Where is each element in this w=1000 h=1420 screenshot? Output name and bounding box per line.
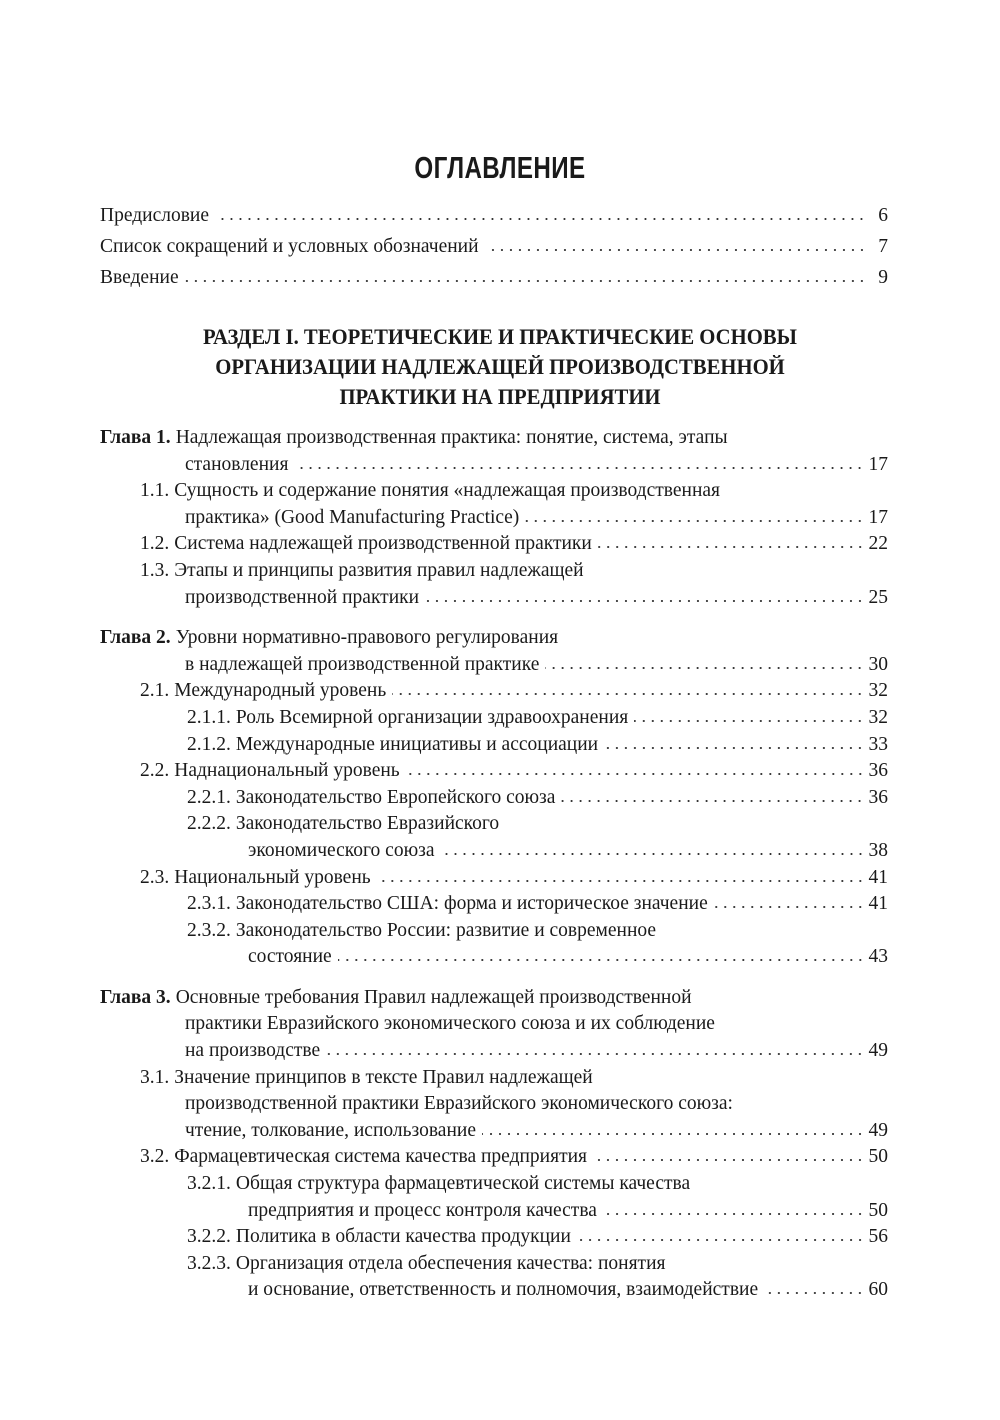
entry-label: Глава 2. [100, 627, 171, 649]
dot-leader [561, 797, 864, 803]
dot-leader [525, 517, 864, 523]
page-number: 22 [868, 533, 888, 555]
toc-entry-subsection[interactable] [0, 918, 1000, 971]
dot-leader [294, 464, 864, 470]
toc-entry[interactable] [100, 231, 888, 262]
page-number: 32 [868, 680, 888, 702]
entry-label: 2.2. [140, 760, 170, 782]
toc-entry-subsection[interactable] [0, 732, 1000, 759]
entry-title: практика» (Good Manufacturing Practice) [185, 506, 520, 528]
dot-leader [185, 277, 866, 283]
entry-title: практики Евразийского экономического союза и их соблюдение [185, 1013, 715, 1035]
dot-leader [603, 1210, 865, 1216]
entry-line [0, 425, 1000, 452]
entry-title: становления [185, 453, 289, 475]
entry-label: 3.2.1. [187, 1173, 231, 1195]
toc-entry-subsection[interactable] [0, 1224, 1000, 1251]
entry-label: Глава 1. [100, 427, 171, 448]
section-heading-line: РАЗДЕЛ I. ТЕОРЕТИЧЕСКИЕ И ПРАКТИЧЕСКИЕ ОСНОВЫ [203, 324, 797, 349]
entry-title: состояние [248, 946, 332, 968]
entry-line [0, 944, 1000, 971]
page-title: ОГЛАВЛЕНИЕ [414, 150, 586, 185]
entry-line [0, 985, 1000, 1012]
page-number: 7 [878, 236, 888, 257]
dot-leader [485, 246, 866, 252]
toc-entry-section[interactable] [0, 678, 1000, 705]
entry-title: Международные инициативы и ассоциации [235, 733, 599, 755]
entry-title: Введение [100, 267, 179, 288]
entry-line [0, 865, 1000, 892]
toc-entry-chapter[interactable] [0, 625, 1000, 678]
entry-label: 1.1. [140, 480, 170, 502]
toc-entry-chapter[interactable] [0, 425, 1000, 478]
entry-title: Национальный уровень [174, 866, 371, 888]
front-matter-list [100, 200, 888, 293]
entry-line [0, 1038, 1000, 1065]
entry-title: экономического союза [248, 839, 435, 861]
page-number: 6 [878, 205, 888, 226]
entry-label: 2.3.2. [187, 919, 231, 941]
entry-line [0, 652, 1000, 679]
dot-leader [482, 1130, 865, 1136]
entry-title: предприятия и процесс контроля качества [248, 1199, 597, 1221]
section-heading-line: ОРГАНИЗАЦИИ НАДЛЕЖАЩЕЙ ПРОИЗВОДСТВЕННОЙ [215, 354, 785, 379]
entry-title: в надлежащей производственной практике [185, 653, 540, 675]
entry-label: 1.2. [140, 533, 170, 555]
dot-leader [764, 1289, 864, 1295]
entry-title: Законодательство Европейского союза [235, 786, 556, 808]
entry-line [0, 1011, 1000, 1038]
entry-line [0, 811, 1000, 838]
entry-label: Глава 3. [100, 986, 171, 1008]
entry-line [0, 1065, 1000, 1092]
dot-leader [377, 877, 865, 883]
toc-entry[interactable] [100, 262, 888, 293]
entry-label: 3.1. [140, 1066, 170, 1088]
toc-entry-section[interactable] [0, 558, 1000, 611]
dot-leader [338, 956, 865, 962]
section-heading [0, 322, 1000, 412]
page-number: 41 [868, 866, 888, 888]
dot-leader [593, 1156, 864, 1162]
toc-entry-chapter[interactable] [0, 985, 1000, 1065]
entry-title: Основные требования Правил надлежащей производственной [175, 986, 692, 1008]
entry-label: 2.1. [140, 680, 170, 702]
page-number: 60 [868, 1279, 888, 1301]
table-of-contents [0, 425, 1000, 1304]
page-number: 49 [868, 1119, 888, 1141]
toc-entry-section[interactable] [0, 531, 1000, 558]
page-number: 30 [868, 653, 888, 675]
entry-line [0, 585, 1000, 612]
toc-entry-section[interactable] [0, 1065, 1000, 1145]
entry-label: 2.2.2. [187, 813, 231, 835]
entry-title: Наднациональный уровень [174, 760, 400, 782]
entry-label: 2.3. [140, 866, 170, 888]
entry-line [0, 558, 1000, 585]
page-number: 38 [868, 839, 888, 861]
toc-entry-section[interactable] [0, 865, 1000, 892]
page-number: 50 [868, 1146, 888, 1168]
entry-title: Сущность и содержание понятия «надлежащая производственная [174, 480, 721, 502]
entry-line [0, 1277, 1000, 1304]
page-number: 36 [868, 760, 888, 782]
entry-line [0, 838, 1000, 865]
entry-line [0, 1251, 1000, 1278]
entry-line [0, 625, 1000, 652]
dot-leader [425, 597, 864, 603]
entry-line [0, 452, 1000, 479]
dot-leader [634, 717, 864, 723]
page-number: 25 [868, 586, 888, 608]
toc-entry-section[interactable] [0, 478, 1000, 531]
entry-title: Законодательство Евразийского [235, 813, 500, 835]
entry-title: Международный уровень [174, 680, 387, 702]
entry-title: Роль Всемирной организации здравоохранения [235, 706, 629, 728]
entry-label: 3.2.2. [187, 1226, 231, 1248]
entry-title: Организация отдела обеспечения качества: понятия [235, 1252, 666, 1274]
entry-line [0, 1224, 1000, 1251]
dot-leader [215, 215, 866, 221]
entry-title: Значение принципов в тексте Правил надлежащей [174, 1066, 593, 1088]
toc-entry-subsection[interactable] [0, 705, 1000, 732]
entry-title: Законодательство США: форма и историческое значение [235, 893, 708, 915]
toc-entry-section[interactable] [0, 758, 1000, 785]
page-number: 43 [868, 946, 888, 968]
entry-title: Уровни нормативно-правового регулирования [175, 627, 559, 649]
dot-leader [392, 690, 864, 696]
entry-title: производственной практики Евразийского экономического союза: [185, 1093, 733, 1115]
dot-leader [598, 543, 865, 549]
entry-line [0, 1198, 1000, 1225]
section-heading-line: ПРАКТИКИ НА ПРЕДПРИЯТИИ [339, 384, 661, 409]
page-number: 56 [868, 1226, 888, 1248]
entry-line [0, 732, 1000, 759]
entry-title: на производстве [185, 1040, 321, 1062]
entry-title: Законодательство России: развитие и современное [235, 919, 657, 941]
dot-leader [326, 1050, 864, 1056]
entry-title: и основание, ответственность и полномочия, взаимодействие [248, 1279, 759, 1301]
dot-leader [545, 664, 864, 670]
entry-label: 2.3.1. [187, 893, 231, 915]
entry-title: Система надлежащей производственной практики [174, 533, 592, 555]
entry-title: Список сокращений и условных обозначений [100, 236, 479, 257]
page-number: 49 [868, 1040, 888, 1062]
entry-line [0, 1144, 1000, 1171]
entry-title: Фармацевтическая система качества предприятия [174, 1146, 588, 1168]
toc-entry-subsection[interactable] [0, 1171, 1000, 1224]
page-number: 17 [868, 453, 888, 475]
entry-line [0, 478, 1000, 505]
toc-entry-subsection[interactable] [0, 811, 1000, 864]
toc-entry[interactable] [100, 200, 888, 231]
entry-title: чтение, толкование, использование [185, 1119, 476, 1141]
page-number: 36 [868, 786, 888, 808]
entry-label: 2.1.2. [187, 733, 231, 755]
page-number: 9 [878, 267, 888, 288]
entry-label: 2.1.1. [187, 706, 231, 728]
dot-leader [714, 903, 865, 909]
entry-line [0, 505, 1000, 532]
entry-line [0, 1091, 1000, 1118]
toc-entry-section[interactable] [0, 1144, 1000, 1171]
entry-line [0, 1171, 1000, 1198]
entry-title: Предисловие [100, 205, 210, 226]
entry-title: производственной практики [185, 586, 420, 608]
entry-title: Общая структура фармацевтической системы качества [235, 1173, 691, 1195]
entry-title: Политика в области качества продукции [235, 1226, 571, 1248]
page-number: 17 [868, 506, 888, 528]
entry-title: Этапы и принципы развития правил надлежащей [174, 559, 584, 581]
dot-leader [577, 1236, 865, 1242]
entry-label: 3.2. [140, 1146, 170, 1168]
entry-line [0, 678, 1000, 705]
entry-label: 2.2.1. [187, 786, 231, 808]
dot-leader [441, 850, 865, 856]
page-number: 41 [868, 893, 888, 915]
page-number: 50 [868, 1199, 888, 1221]
page-number: 32 [868, 706, 888, 728]
dot-leader [604, 744, 864, 750]
entry-label: 1.3. [140, 559, 170, 581]
page-number: 33 [868, 733, 888, 755]
entry-line [0, 531, 1000, 558]
entry-line [0, 918, 1000, 945]
entry-line [0, 1118, 1000, 1145]
entry-title: Надлежащая производственная практика: понятие, система, этапы [175, 427, 728, 448]
entry-label: 3.2.3. [187, 1252, 231, 1274]
entry-line [0, 891, 1000, 918]
entry-line [0, 785, 1000, 812]
toc-entry-subsection[interactable] [0, 785, 1000, 812]
entry-line [0, 705, 1000, 732]
dot-leader [406, 770, 865, 776]
entry-line [0, 758, 1000, 785]
toc-entry-subsection[interactable] [0, 891, 1000, 918]
toc-entry-subsection[interactable] [0, 1251, 1000, 1304]
